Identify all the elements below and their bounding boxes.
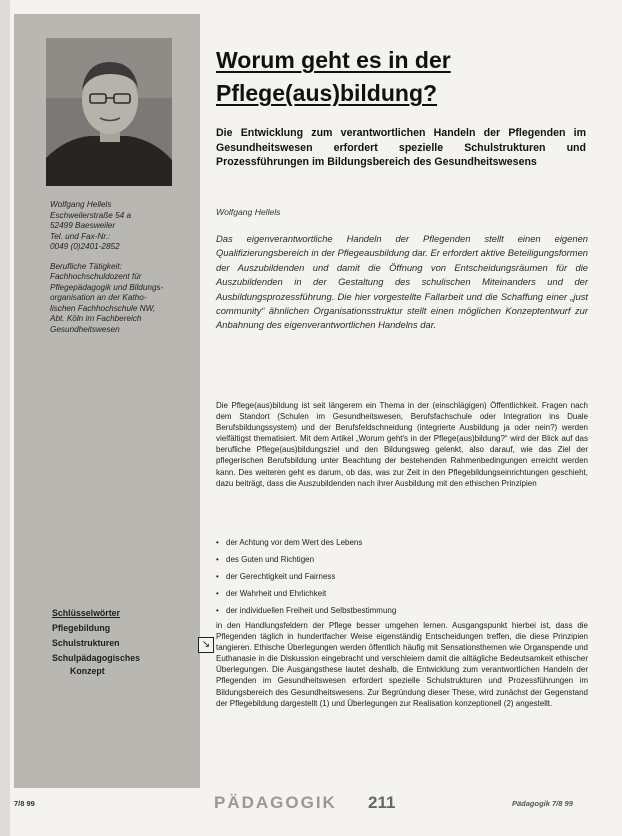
article-title [216,44,596,110]
author-city: 52499 Baesweiler [50,221,116,230]
keywords-heading: Schlüsselwörter [52,608,120,618]
page-number: 211 [368,793,396,812]
keyword: Schulpädagogisches [52,653,140,663]
abstract: Das eigenverantwortliche Handeln der Pflegenden stellt einen eigenen Qualifizierungsbereich in der Pflegeausbildung dar. Er erfordert aktive Beteiligungsformen der Auszubildenden und damit die Öffnung von Entscheidungsräumen für die Auszubildenden in der Gestaltung des schulischen Miteinanders und der Ausbildungsprozessführung. Die hier vorgestellte Fallarbeit und die Schaffung einer „just community“ ähnlichen Organisationsstruktur stellt einen möglichen Konzeptentwurf zur Anbahnung des eigenverantwortlichen Handelns dar. [216,233,588,331]
body-paragraph: in den Handlungsfeldern der Pflege besser umgehen lernen. Ausgangspunkt hierbei ist, dass die Pflegenden täglich in hundertfacher Weise eigenständig Entscheidungen treffen, die diese Prinzipien tangieren. Ethische Überlegungen werden öffentlich häufig mit Sensationsthemen wie Organspende und Euthanasie in die Diskussion eingebracht und verschleiern damit die alltägliche Bedeutsamkeit ethischer Überlegungen. Die Ausgangsthese lautet deshalb, die Entwicklung zum verantwortlichen Handeln der Pflegenden im Gesundheitswesen erfordert spezielle Schulstrukturen und Prozessführungen im Bildungsbereich des Gesundheitswesens. Zur Begründung dieser These, wird zunächst der Gegenstand der Pflegebildung dargestellt (1) und Überlegungen zur Realisation konzeptionell (2) angestellt. [216,621,588,708]
author-street: Eschweilerstraße 54 a [50,210,131,220]
list-item: • des Guten und Richtigen [216,551,588,568]
keywords [52,606,192,676]
keyword: Pflegebildung [52,623,111,633]
author-role-line: Fachhochschuldozent für [50,272,142,281]
author-phone-label: Tel. und Fax-Nr.: [50,231,111,241]
author-phone: 0049 (0)2401-2852 [50,242,120,251]
author-role-line: organisation an der Katho- [50,293,147,302]
byline: Wolfgang Hellels [216,207,281,217]
author-info [50,200,195,335]
principles-list [216,534,588,619]
list-item: • der individuellen Freiheit und Selbstbestimmung [216,602,588,619]
author-role-line: Abt. Köln im Fachbereich [50,314,142,323]
journal-name: PÄDAGOGIK [214,793,337,812]
author-role-line: lischen Fachhochschule NW, [50,303,156,313]
page-edge [0,0,10,836]
author-role-line: Gesundheitswesen [50,324,120,334]
author-name: Wolfgang Hellels [50,200,112,209]
author-role-line: Pflegepädagogik und Bildungs- [50,282,164,292]
article-subtitle: Die Entwicklung zum verantwortlichen Handeln der Pflegenden im Gesundheitswesen erfordert spezielle Schulstrukturen und Prozessführungen im Bildungsbereich des Gesundheitswesens [216,127,586,168]
author-role-line: Berufliche Tätigkeit: [50,261,122,271]
list-item: • der Gerechtigkeit und Fairness [216,568,588,585]
body-paragraph: Die Pflege(aus)bildung ist seit längerem ein Thema in der (einschlägigen) Öffentlichkeit. Fragen nach dem Standort (Schulen im Gesundheitswesen, Berufsfachschule oder Integration ins Duale Berufsbildungssystem) und der Berufsfeldschneidung (integrierte Ausbildung ja oder nein?) werden vielfältigst thematisiert. Mit dem Artikel „Worum geht's in der Pflege(aus)bildung?“ wird der Blick auf das berufliche Pflege(aus)bildungsziel und den Bildungsweg gelenkt, also darauf, wie das Ziel der pflegerischen Berufsbildung unter Beachtung der bestehenden Rahmenbedingungen erreicht werden kann. Des weiteren geht es darum, ob das, was zur Zeit in den Pflegebildungseinrichtungen geschieht, dazu beiträgt, dass die Auszubildenden nach ihrer Ausbildung mit den ethischen Prinzipien [216,401,588,488]
list-item: • der Wahrheit und Ehrlichkeit [216,585,588,602]
arrow-icon: ↘ [198,637,214,653]
title-line: Worum geht es in der [216,47,451,73]
footer-issue-left: 7/8 99 [14,799,35,808]
title-line: Pflege(aus)bildung? [216,80,438,106]
author-photo [46,38,172,186]
list-item: • der Achtung vor dem Wert des Lebens [216,534,588,551]
footer-issue-right: Pädagogik 7/8 99 [512,799,573,808]
keyword: Schulstrukturen [52,638,120,648]
keyword-continuation: Konzept [70,666,105,676]
